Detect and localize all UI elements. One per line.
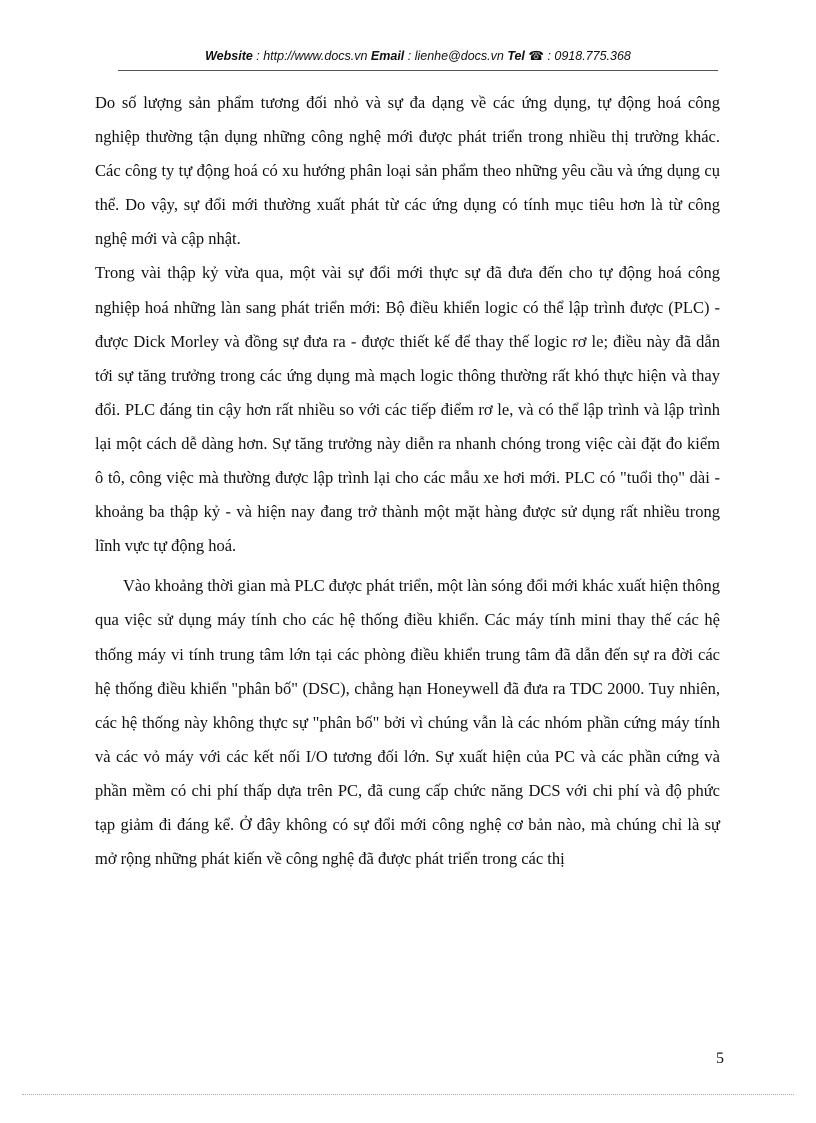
telephone-icon: ☎ <box>528 49 544 63</box>
page-header <box>118 48 718 70</box>
page-number: 5 <box>716 1050 724 1067</box>
page-bottom-border <box>22 1094 794 1095</box>
paragraph-1: Do số lượng sản phẩm tương đối nhỏ và sự đa dạng về các ứng dụng, tự động hoá công nghiệp thường tận dụng những công nghệ mới được phát triển trong nhiều thị trường khác. Các công ty tự động hoá có xu hướng phân loại sản phẩm theo những yêu cầu và ứng dụng cụ thể. Do vậy, sự đổi mới thường xuất phát từ các ứng dụng có tính mục tiêu hơn là từ công nghệ mới và cập nhật. <box>95 93 720 249</box>
tel-value: : 0918.775.368 <box>543 49 631 63</box>
website-label: Website <box>205 49 253 63</box>
body-text <box>95 86 720 876</box>
tel-label: Tel <box>507 49 525 63</box>
paragraph-2: Trong vài thập kỷ vừa qua, một vài sự đổi mới thực sự đã đưa đến cho tự động hoá công nghiệp hoá những làn sang phát triển mới: Bộ điều khiển logic có thể lập trình được (PLC) - được Dick Morley và đồng sự đưa ra - được thiết kế để thay thế logic rơ le; điều này đã dẫn tới sự tăng trưởng trong các ứng dụng mà mạch logic thông thường rất khó thực hiện và thay đổi. PLC đáng tin cậy hơn rất nhiều so với các tiếp điểm rơ le, và có thể lập trình và lập trình lại một cách dễ dàng hơn. Sự tăng trưởng này diễn ra nhanh chóng trong việc cài đặt đo kiểm ô tô, công việc mà thường được lập trình lại cho các mẫu xe hơi mới. PLC có "tuổi thọ" dài - khoảng ba thập kỷ - và hiện nay đang trở thành một mặt hàng được sử dụng rất nhiều trong lĩnh vực tự động hoá. <box>95 263 720 556</box>
paragraph-3: Vào khoảng thời gian mà PLC được phát triển, một làn sóng đổi mới khác xuất hiện thông qua việc sử dụng máy tính cho các hệ thống điều khiển. Các máy tính mini thay thế các hệ thống máy vi tính trung tâm lớn tại các phòng điều khiển trung tâm đã dẫn đến sự ra đời các hệ thống điều khiển "phân bố" (DSC), chẳng hạn Honeywell đã đưa ra TDC 2000. Tuy nhiên, các hệ thống này không thực sự "phân bố" bởi vì chúng vẫn là các nhóm phần cứng máy tính và các vỏ máy với các kết nối I/O tương đối lớn. Sự xuất hiện của PC và các phần cứng và phần mềm có chi phí thấp dựa trên PC, đã cung cấp chức năng DCS với chi phí và độ phức tạp giảm đi đáng kể. Ở đây không có sự đổi mới công nghệ cơ bản nào, mà chúng chỉ là sự mở rộng những phát kiến về công nghệ đã được phát triển trong các thị <box>95 576 720 869</box>
header-divider <box>118 70 718 71</box>
website-value: : http://www.docs.vn <box>252 49 371 63</box>
email-label: Email <box>370 49 405 63</box>
email-value: : lienhe@docs.vn <box>404 49 508 63</box>
